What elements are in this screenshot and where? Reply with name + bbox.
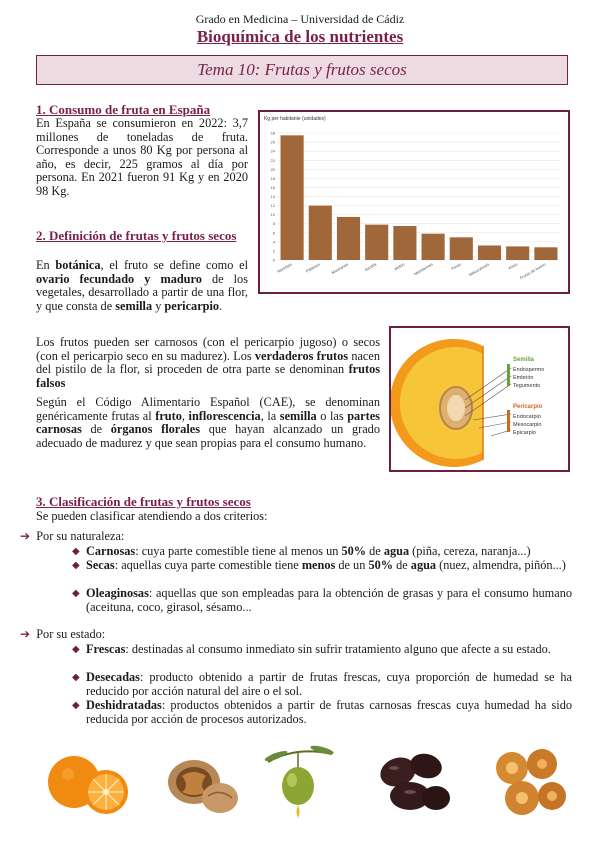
peach-diagram <box>389 326 570 472</box>
arrow-icon: ➔ <box>20 627 31 641</box>
criterion-nature: ➔ Por su naturaleza: <box>20 529 125 543</box>
label-mesocarpio: Mesocarpio <box>513 422 542 428</box>
section-3-title: 3. Clasificación de frutas y frutos secos <box>36 494 251 509</box>
olive-image <box>256 742 342 822</box>
chart-y-tick-label: 8 <box>272 221 275 227</box>
label-endospermo: Endospermo <box>513 367 545 373</box>
chart-x-tick-label: Melón <box>393 261 406 272</box>
fruit-consumption-chart <box>258 110 570 294</box>
chart-y-tick-label: 0 <box>272 257 275 263</box>
chart-y-tick-label: 4 <box>272 239 275 245</box>
chart-x-tick-label: Peras <box>450 261 462 272</box>
oranges-image <box>44 742 130 822</box>
section-1-text: En España se consumieron en 2022: 3,7 millones de toneladas de fruta. Corresponde a unos 80 Kg por persona al año, es decir, 225 gramos al día por persona. En 2021 fueron 91 Kg y en 2020 98 Kg. <box>36 116 248 198</box>
topic-title: Tema 10: Frutas y frutos secos <box>197 60 407 79</box>
chart-y-tick-label: 20 <box>270 166 275 172</box>
label-pericarpio: Pericarpio <box>513 404 543 410</box>
chart-y-label: Kg per habitante (unidades) <box>264 116 326 122</box>
chart-bar <box>365 225 388 260</box>
chart-x-tick-label: Frutas de hueso <box>518 261 547 281</box>
chart-x-tick-label: Melocotones <box>467 261 490 278</box>
item-oleaginosas: ◆ Oleaginosas: aquellas que son empleadas para la obtención de grasas y para el consumo humano (aceituna, coco, girasol, sésamo... <box>72 586 572 614</box>
chart-bar <box>422 234 445 260</box>
chart-y-tick-label: 28 <box>270 130 275 136</box>
topic-banner <box>36 55 568 85</box>
item-secas: ◆ Secas: aquellas cuya parte comestible tiene menos de un 50% de agua (nuez, almendra, piñón...) <box>72 558 566 572</box>
criterion-state: ➔ Por su estado: <box>20 627 106 641</box>
chart-x-tick-label: Sandía <box>363 261 378 273</box>
diamond-bullet-icon: ◆ <box>72 588 80 599</box>
chart-bar <box>281 135 304 260</box>
chart-x-tick-label: Mandarinas <box>412 261 434 277</box>
item-deshidratadas: ◆ Deshidratadas: productos obtenidos a partir de frutas carnosas frescas cuya humedad ha sido reducida por acción de procesos autorizados. <box>72 698 572 726</box>
chart-y-tick-label: 12 <box>270 203 275 209</box>
peach-cross-section-illustration <box>391 328 568 470</box>
section-1-title: 1. Consumo de fruta en España <box>36 102 211 117</box>
chart-y-tick-label: 26 <box>270 139 275 145</box>
label-tegumento: Tegumento <box>513 383 541 389</box>
chart-y-tick-label: 14 <box>270 194 275 200</box>
label-embrion: Embrión <box>513 375 534 381</box>
prunes-image <box>370 742 456 822</box>
chart-x-tick-label: Manzanas <box>330 261 349 276</box>
diamond-bullet-icon: ◆ <box>72 644 80 655</box>
chart-y-tick-label: 16 <box>270 184 275 190</box>
item-carnosas: ◆ Carnosas: cuya parte comestible tiene al menos un 50% de agua (piña, cereza, naranja...) <box>72 544 531 558</box>
course-subtitle: Grado en Medicina – Universidad de Cádiz <box>195 12 405 26</box>
item-frescas: ◆ Frescas: destinadas al consumo inmediato sin sufrir tratamiento alguno que afecte a su estado. <box>72 642 551 656</box>
item-desecadas: ◆ Desecadas: producto obtenido a partir de frutas frescas, cuya proporción de humedad se ha reducido por acción natural del aire o el sol. <box>72 670 572 698</box>
walnuts-image <box>158 742 244 822</box>
label-semilla: Semilla <box>513 357 535 363</box>
diamond-bullet-icon: ◆ <box>72 672 80 683</box>
chart-y-tick-label: 2 <box>272 248 275 254</box>
diamond-bullet-icon: ◆ <box>72 560 80 571</box>
chart-bar <box>506 246 529 260</box>
chart-y-tick-label: 22 <box>270 157 275 163</box>
chart-bar <box>450 237 473 260</box>
chart-x-tick-label: Kiwis <box>507 261 519 271</box>
chart-bar <box>337 217 360 260</box>
diamond-bullet-icon: ◆ <box>72 700 80 711</box>
chart-bar <box>393 226 416 260</box>
chart-y-tick-label: 10 <box>270 212 275 218</box>
chart-bar <box>534 247 557 260</box>
course-title: Bioquímica de los nutrientes <box>196 27 404 46</box>
chart-y-tick-label: 18 <box>270 175 275 181</box>
section-2-para-1: En botánica, el fruto se define como el ovario fecundado y maduro de los vegetales, desarrollado a partir de una flor, y que consta de semilla y pericarpio. <box>36 258 248 313</box>
chart-y-tick-label: 24 <box>270 148 275 154</box>
diamond-bullet-icon: ◆ <box>72 546 80 557</box>
dried-apricots-image <box>486 742 572 822</box>
section-2-para-3: Según el Código Alimentario Español (CAE), se denominan genéricamente frutas al fruto, inflorescencia, la semilla o las partes carnosas de órganos florales que hayan alcanzado un grado adecuado de madurez y que sean propias para el consumo humano. <box>36 395 380 450</box>
chart-x-tick-label: Naranjas <box>276 261 293 274</box>
section-2-para-2: Los frutos pueden ser carnosos (con el pericarpio jugoso) o secos (con el pericarpio seco en su madurez). Los verdaderos frutos nacen del pistilo de la flor, si proceden de otra parte se denominan frutos falsos <box>36 335 380 390</box>
label-endocarpio: Endocarpio <box>513 414 541 420</box>
label-epicarpio: Epicarpio <box>513 430 536 436</box>
arrow-icon: ➔ <box>20 529 31 543</box>
chart-y-tick-label: 6 <box>272 230 275 236</box>
section-3-intro: Se pueden clasificar atendiendo a dos criterios: <box>36 509 268 523</box>
section-2-title: 2. Definición de frutas y frutos secos <box>36 228 237 243</box>
chart-bar <box>478 245 501 260</box>
chart-canvas <box>260 112 568 292</box>
chart-x-tick-label: Plátanos <box>304 261 321 274</box>
chart-bar <box>309 206 332 260</box>
